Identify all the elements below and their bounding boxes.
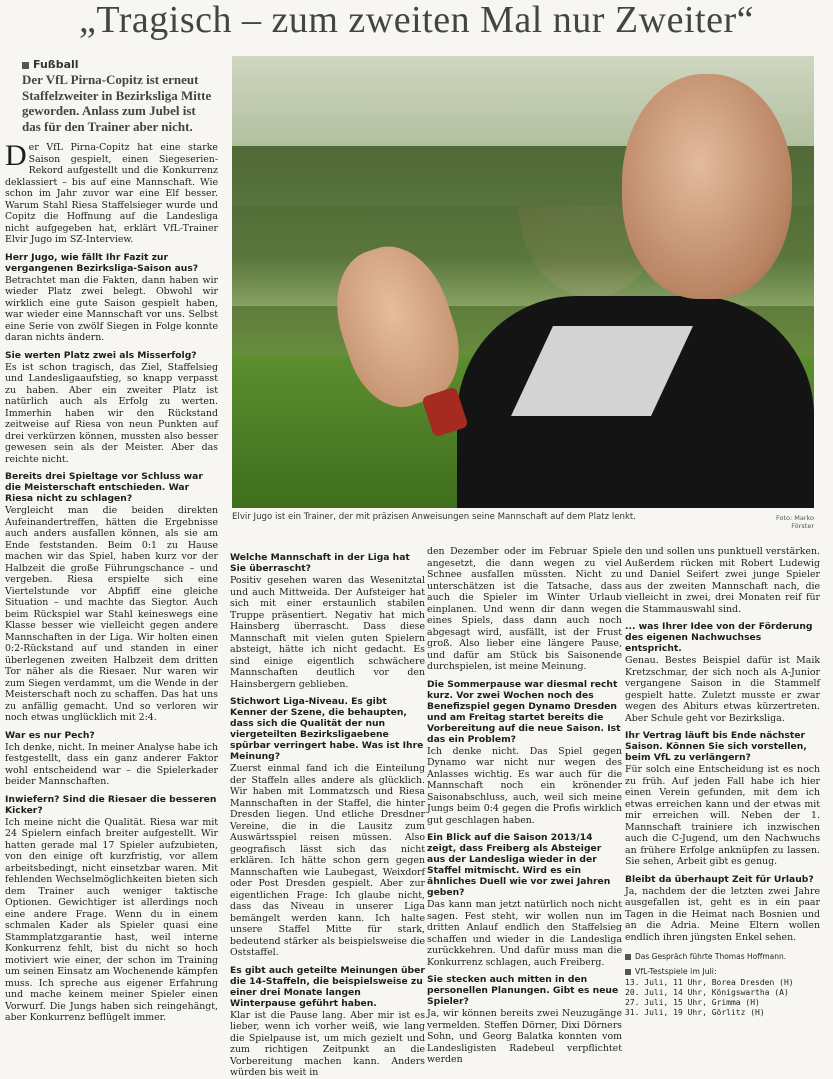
- interview-question: Sie stecken auch mitten in den personellen Planungen. Gibt es neue Spieler?: [427, 974, 619, 1007]
- interview-answer: Positiv gesehen waren das Wesenitztal und auch Mittweida. Der Aufsteiger hat sich mit einer erstaunlich stabilen Truppe präsentiert. Negativ hat mich Hainsberg überrascht. Dass diese Mannschaft mit vielen guten Spielern absteigt, hätte ich nicht gedacht. Es sind einige eigentlich schwächere Mannschaften deutlich vor den Hainsbergern geblieben.: [230, 575, 425, 690]
- intro-text: er VfL Pirna-Copitz hat eine starke Saison gespielt, einen Siegeserien-Rekord aufgestellt und die Konkurrenz deklassiert – bis auf eine Mannschaft. Wie schon im Jahr zuvor war eine Elf besser. Warum Stahl Riesa Staffelsieger wurde und Copitz die Hoffnung auf die Landesliga nicht aufgegeben hat, erklärt VfL-Trainer Elvir Jugo im SZ-Interview.: [5, 142, 218, 245]
- interview-question: Bereits drei Spieltage vor Schluss war die Meisterschaft entschieden. War Riesa nicht zu schlagen?: [5, 471, 203, 504]
- interview-question: Ein Blick auf die Saison 2013/14 zeigt, dass Freiberg als Absteiger aus der Landesliga wieder in der Staffel mitmischt. Wird es ein ähnliches Duell wie vor zwei Jahren geben?: [427, 832, 611, 898]
- photo-head: [622, 74, 792, 299]
- interview-question: ... was Ihrer Idee von der Förderung des eigenen Nachwuchses entspricht.: [625, 621, 813, 654]
- fixture-item: 20. Juli, 14 Uhr, Königswartha (A): [625, 987, 789, 997]
- intro-paragraph: [5, 139, 218, 246]
- interview-question: Sie werten Platz zwei als Misserfolg?: [5, 349, 197, 361]
- interview-answer: Klar ist die Pause lang. Aber mir ist es lieber, wenn ich vorher weiß, wie lang die Spielpause ist, um mich gezielt und zum richtigen Zeitpunkt an die Vorbereitung machen kann. Anders würden bis weit in: [230, 1009, 425, 1078]
- column-3: [427, 546, 622, 1065]
- photo-credit: Foto: Marko Förster: [775, 514, 814, 530]
- column-1: [5, 139, 218, 1024]
- article-photo: [232, 56, 814, 508]
- interview-question: War es nur Pech?: [5, 729, 95, 741]
- interview-answer: Ja, wir können bereits zwei Neuzugänge vermelden. Steffen Dörner, Dixi Dörners Sohn, und Georg Balatka konnten vom Landesligisten Radebeul verpflichtet werden: [427, 1008, 622, 1065]
- interview-question: Es gibt auch geteilte Meinungen über die 14-Staffeln, die beispielsweise zu einer drei Monate langen Winterpause geführt haben.: [230, 964, 425, 1009]
- headline: „Tragisch – zum zweiten Mal nur Zweiter“: [79, 0, 754, 41]
- fixtures-title: VfL-Testspiele im Juli:: [625, 967, 820, 977]
- interview-answer: Betrachtet man die Fakten, dann haben wir wieder Platz zwei belegt. Obwohl wir wirklich eine gute Saison gespielt haben, war wieder eine Mannschaft vor uns. Selbst eine Serie von zwölf Siegen in Folge konnte daran nichts ändern.: [5, 274, 218, 343]
- interview-question: Welche Mannschaft in der Liga hat Sie überrascht?: [230, 552, 410, 574]
- interview-question: Bleibt da überhaupt Zeit für Urlaub?: [625, 873, 814, 885]
- teaser: Der VfL Pirna-Copitz ist erneut Staffelzweiter in Bezirksliga Mitte geworden. Anlass zum Jubel ist das für den Trainer aber nicht.: [22, 72, 212, 134]
- interview-answer: Genau. Bestes Beispiel dafür ist Maik Kretzschmar, der sich noch als A-Junior vergangene Saison in die Stammelf gespielt hatte. Zuletzt musste er zwar wegen des Abiturs etwas kürzertreten. Aber Schule geht vor Bezirksliga.: [625, 655, 820, 724]
- interviewer-note: Das Gespräch führte Thomas Hoffmann.: [625, 951, 820, 963]
- interview-answer: Ich denke, nicht. In meiner Analyse habe ich festgestellt, dass ein ganz anderer Faktor wohl entscheidend war – die Spielerkader beider Mannschaften.: [5, 741, 218, 787]
- photo-caption: Elvir Jugo ist ein Trainer, der mit präzisen Anweisungen seine Mannschaft auf dem Platz lenkt.: [232, 512, 637, 522]
- interview-answer: Ja, nachdem der die letzten zwei Jahre ausgefallen ist, geht es in ein paar Tagen in die Heimat nach Bosnien und an die Adria. Meine Eltern wollen endlich ihren jüngsten Enkel sehen.: [625, 885, 820, 943]
- interview-answer: Das kann man jetzt natürlich noch nicht sagen. Fest steht, wir wollen nun im dritten Anlauf endlich den Staffelsieg schaffen und wieder in die Landesliga zurückkehren. Und dafür muss man die Konkurrenz schlagen, auch Freiberg.: [427, 899, 622, 968]
- fixture-item: 31. Juli, 19 Uhr, Görlitz (H): [625, 1007, 765, 1017]
- interview-answer: Ich denke nicht. Das Spiel gegen Dynamo war nicht nur wegen des Anlasses wichtig. Es war auch für die Mannschaft noch ein krönender Saisonabschluss, auch, weil sich meine Jungs beim 0:4 gegen die Profis wirklich gut geschlagen haben.: [427, 745, 622, 826]
- fixture-item: 13. Juli, 11 Uhr, Borea Dresden (H): [625, 977, 794, 987]
- interview-question: Inwiefern? Sind die Riesaer die besseren Kicker?: [5, 793, 217, 816]
- interview-answer: den und sollen uns punktuell verstärken. Außerdem rücken mit Robert Ludewig und Daniel Seifert zwei junge Spieler aus der zweiten Mannschaft nach, die vielleicht in zwei, drei Monaten reif für die Stammauswahl sind.: [625, 546, 820, 615]
- interview-question: Ihr Vertrag läuft bis Ende nächster Saison. Können Sie sich vorstellen, beim VfL zu verlängern?: [625, 730, 807, 763]
- fixtures-box: [625, 967, 820, 1018]
- interview-question: Stichwort Liga-Niveau. Es gibt Kenner der Szene, die behaupten, dass sich die Qualität der nun viergeteilten Bezirksligaebene spürbar verringert habe. Was ist Ihre Meinung?: [230, 696, 424, 762]
- interview-answer: Für solch eine Entscheidung ist es noch zu früh. Auf jeden Fall habe ich hier einen Verein gefunden, mit dem ich etwas erreichen kann und der etwas mit mir erreichen will. Neben der 1. Mannschaft trainiere ich inzwischen auch die C-Jugend, um den Nachwuchs an frühere Erfolge anknüpfen zu lassen. Sie sehen, Arbeit gibt es genug.: [625, 764, 820, 867]
- interview-answer: Zuerst einmal fand ich die Einteilung der Staffeln alles andere als glücklich. Wir haben mit Lommatzsch und Riesa Mannschaften in der Staffel, die hinter Dresden liegen. Und etliche Dresdner Vereine, die in die Lausitz zum Auswärtsspiel reisen müssen. Also geografisch lässt sich das nicht erklären. Ich hätte schon gern gegen Mannschaften wie Laubegast, Weixdorf oder Post Dresden gespielt. Aber zur eigentlichen Frage: Ich glaube nicht, dass das Niveau in unserer Liga bemängelt werden kann. Ich halte unsere Staffel Mitte für stark, bedeutend stärker als beispielsweise die Oststaffel.: [230, 763, 425, 958]
- interview-answer: Es ist schon tragisch, das Ziel, Staffelsieg und Landesligaaufstieg, so knapp verpasst zu haben. Aber ein zweiter Platz ist natürlich auch als Erfolg zu werten. Immerhin haben wir den Rückstand zeitweise auf Riesa von neun Punkten auf drei verkürzen können, mussten also besser gewesen sein als der Meister. Aber das reichte nicht.: [5, 361, 218, 465]
- column-2: [230, 546, 425, 1078]
- interview-question: Die Sommerpause war diesmal recht kurz. Vor zwei Wochen noch des Benefizspiel gegen Dynamo Dresden und am Freitag startet bereits die Vorbereitung auf die neue Saison. Ist das ein Problem?: [427, 678, 621, 745]
- drop-cap: D: [5, 139, 27, 172]
- interview-question: Herr Jugo, wie fällt Ihr Fazit zur vergangenen Bezirksliga-Saison aus?: [5, 251, 199, 274]
- interview-answer: den Dezember oder im Februar Spiele angesetzt, die dann wegen zu viel Schnee ausfallen müssten. Nicht zu unterschätzen ist die Tatsache, dass auch die Spieler im Winter Urlaub einplanen. Und wenn dir dann wegen eines Spiels, dass dann auch noch abgesagt wird, ausfällt, ist der Frust groß. Also lieber eine längere Pause, und dafür am Stück bis Saisonende durchspielen, ist meine Meinung.: [427, 546, 622, 672]
- column-4: [625, 546, 820, 1024]
- section-label: Fußball: [22, 58, 212, 71]
- interview-answer: Vergleicht man die beiden direkten Aufeinandertreffen, hätten die Ergebnisse auch anders ausfallen können, als sie am Ende feststanden. Beim 0:1 zu Hause machen wir das Spiel, haben kurz vor der Halbzeit die große Führungschance – und vergeben. Riesa erspielte sich eine Viertelstunde vor Abpfiff eine gleiche Situation – und machte das Siegtor. Auch beim Rückspiel war Stahl keineswegs eine Klasse besser wie vielleicht gegen andere Mannschaften in der Liga. Wir holten einen 0:2-Rückstand auf und standen in einer überlegenen zweiten Halbzeit dem dritten Tor näher als die Riesaer. Nur waren wir zum Siegen verdammt, um die Wende in der Meisterschaft noch zu schaffen. Das hat uns zu anfällig gemacht. Und so verloren wir noch etwas unglücklich mit 2:4.: [5, 505, 218, 723]
- fixture-item: 27. Juli, 15 Uhr, Grimma (H): [625, 997, 760, 1007]
- interview-answer: Ich meine nicht die Qualität. Riesa war mit 24 Spielern einfach breiter aufgestellt. Wir hatten gerade mal 17 Spieler aufzubieten, von den einige oft kurzfristig, vor allem arbeitsbedingt, nicht einsetzbar waren. Mit fehlenden Wechselmöglichkeiten bieten sich dem Trainer auch weniger taktische Optionen. Gewichtiger ist allerdings noch eine andere Frage. Wenn du in einem schmalen Kader als Spieler quasi eine Stammplatzgarantie hast, weil interne Konkurrenz fehlt, bist du nicht so hoch motiviert wie einer, der schon im Training um seinen Einsatz am Wochenende kämpfen muss. Ich spreche aus eigener Erfahrung und mache keinem meiner Spieler einen Vorwurf. Die Jungs haben sich reingehängt, aber Konkurrenz beflügelt immer.: [5, 816, 218, 1023]
